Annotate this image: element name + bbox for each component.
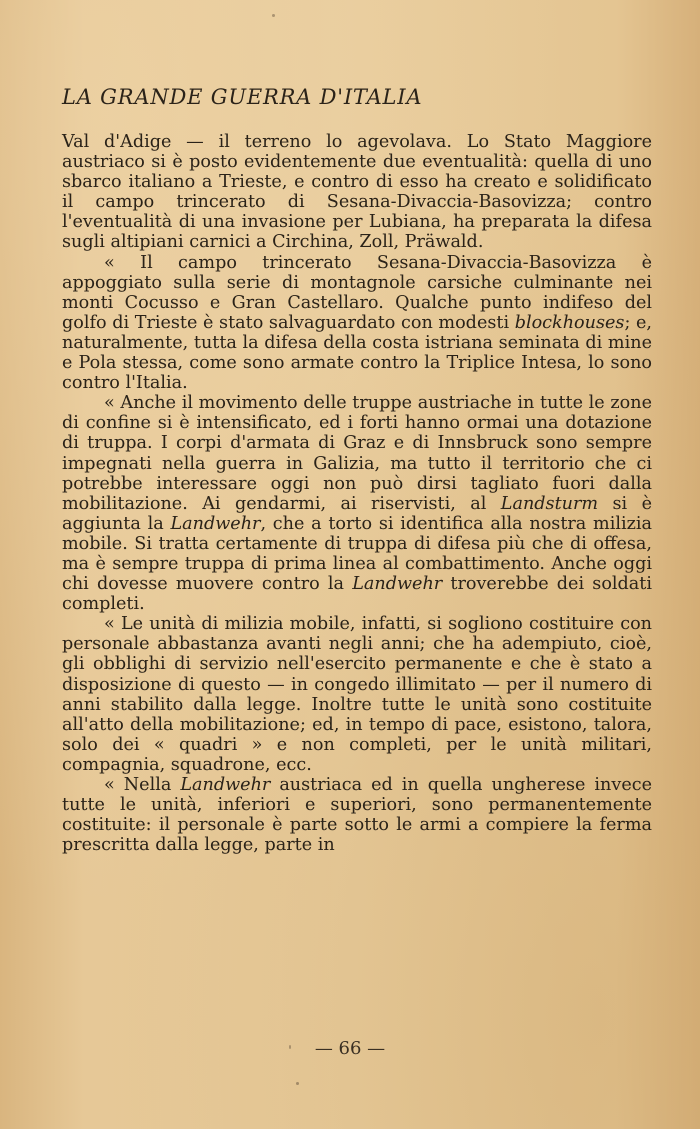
page-number: — 66 — [314,1038,386,1059]
italic-run: Landwehr [180,775,271,795]
paper-speck [296,1082,299,1085]
text-run: « Nella [104,775,181,795]
text-run: « Il campo trincerato Sesana-Divaccia-Basovizza è appoggiato sulla serie di montagnole carsiche culminante nei monti Cocusso e Gran Castellaro. Qualche punto indifeso del golfo di Trieste è stato salvaguardato con modesti [62,252,652,333]
text-run: austriaca ed in quella ungherese invece tutte le unità, inferiori e superiori, sono permanentemente costituite: il personale è parte sotto le armi a compiere la ferma prescritta dalla legge, parte in [62,775,653,856]
italic-run: blockhouses [514,312,625,333]
paragraph [62,614,652,775]
italic-run: Landwehr [352,574,443,595]
running-head: LA GRANDE GUERRA D'ITALIA [62,85,423,109]
body-text [62,132,652,855]
paragraph [62,253,652,394]
paragraph [62,132,652,253]
text-run: , che a torto si identifica alla nostra milizia mobile. Si tratta certamente di truppa di difesa più che di offesa, ma è sempre truppa di prima linea al combattimento. Anche oggi chi dovesse muovere contro la [62,513,652,595]
text-run: « Le unità di milizia mobile, infatti, si sogliono costituire con personale abbastanza avanti negli anni; che ha adempiuto, cioè, gli obblighi di servizio nell'esercito permanente e che è stato a disposizione di questo — in congedo illimitato — per il numero di anni stabilito dalla legge. Inoltre tutte le unità sono costituite all'atto della mobilitazione; ed, in tempo di pace, esistono, talora, solo dei « quadri » e non completi, per le unità militari, compagnia, squadrone, ecc. [62,614,652,775]
book-page [62,84,652,855]
text-run: ; e, naturalmente, tutta la difesa della costa istriana seminata di mine e Pola stessa, come sono armate contro la Triplice Intesa, lo sono contro l'Italia. [62,312,652,394]
italic-run: Landwehr [170,513,261,534]
paragraph [62,393,652,614]
paper-speck [289,1045,291,1049]
text-run: Val d'Adige — il terreno lo agevolava. Lo Stato Maggiore austriaco si è posto evidentemente due eventualità: quella di uno sbarco italiano a Trieste, e contro di esso ha creato e solidificato il campo trincerato di Sesana-Divaccia-Basovizza; contro l'eventualità di una invasione per Lubiana, ha preparata la difesa sugli altipiani carnici a Circhina, Zoll, Präwald. [62,132,652,253]
paper-speck [272,14,275,17]
italic-run: Landsturm [500,493,599,514]
text-run: « Anche il movimento delle truppe austriache in tutte le zone di confine si è intensificato, ed i forti hanno ormai una dotazione di truppa. I corpi d'armata di Graz e di Innsbruck sono sempre impegnati nella guerra in Galizia, ma tutto il territorio che ci potrebbe interessare oggi non può dirsi tagliato fuori dalla mobilitazione. Ai gendarmi, ai riservisti, al [62,393,652,514]
paragraph [62,775,652,855]
text-run: troverebbe dei soldati completi. [62,574,652,615]
text-run: si è aggiunta la [62,493,652,534]
